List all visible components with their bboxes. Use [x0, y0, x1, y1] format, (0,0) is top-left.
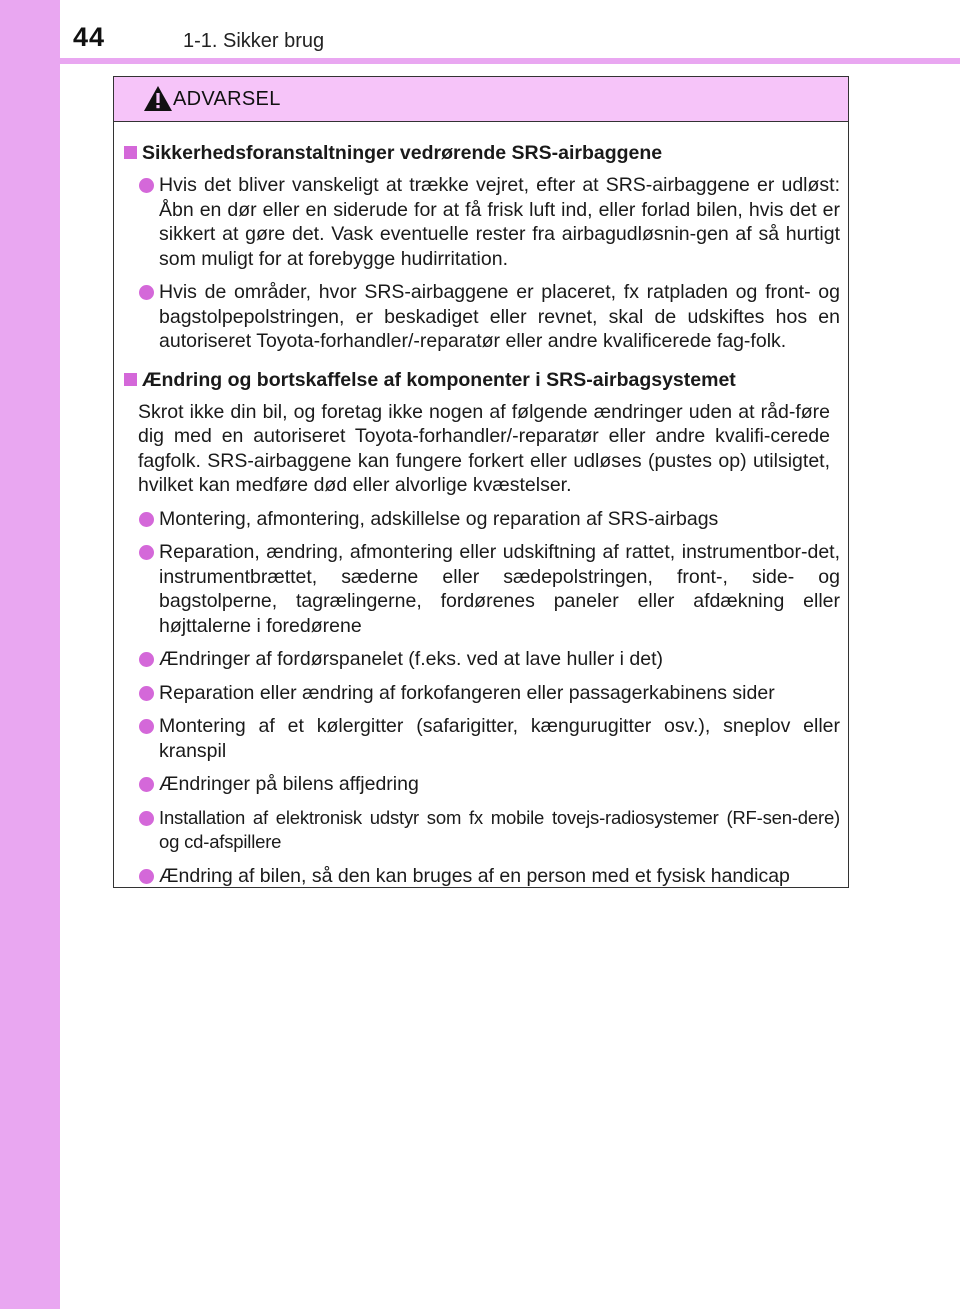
- warning-triangle-icon: [143, 85, 173, 112]
- list-item: [139, 173, 840, 271]
- list-item-text: Montering af et kølergitter (safarigitter, kængurugitter osv.), sneplov eller kranspil: [159, 715, 840, 762]
- list-item: [139, 507, 840, 532]
- round-bullet-icon: [139, 285, 154, 300]
- list-item: [139, 864, 840, 889]
- list-item-text: Reparation eller ændring af forkofangeren eller passagerkabinens sider: [159, 681, 775, 704]
- section-title: 1-1. Sikker brug: [183, 30, 325, 52]
- header-rule: [60, 58, 960, 64]
- list-item: [139, 714, 840, 763]
- section-heading-text: Ændring og bortskaffelse af komponenter i SRS-airbagsystemet: [142, 368, 736, 391]
- list-item-text: Ændring af bilen, så den kan bruges af en person med et fysisk handicap: [159, 864, 790, 887]
- square-bullet-icon: [124, 146, 137, 159]
- round-bullet-icon: [139, 178, 154, 193]
- list-item-text: Ændringer af fordørspanelet (f.eks. ved at lave huller i det): [159, 648, 663, 670]
- section-heading: [124, 367, 840, 393]
- round-bullet-icon: [139, 777, 154, 792]
- warning-body: [114, 122, 848, 888]
- warning-box: [113, 76, 849, 888]
- list-item-text: Installation af elektronisk udstyr som fx mobile tovejs-radiosystemer (RF-sen-dere) og cd-afspillere: [159, 806, 840, 852]
- list-item: [139, 772, 840, 797]
- round-bullet-icon: [139, 869, 154, 884]
- section-heading: [124, 140, 840, 166]
- list-item-text: Montering, afmontering, adskillelse og reparation af SRS-airbags: [159, 507, 719, 530]
- list-item-text: Reparation, ændring, afmontering eller udskiftning af rattet, instrumentbor-det, instrumentbrættet, sæderne eller sædepolstringen, front-, side- og bagstolperne, tagrælingerne, fordørenes paneler eller afdækning eller højttalerne i foredørene: [159, 541, 840, 637]
- list-item-text: Hvis det bliver vanskeligt at trække vejret, efter at SRS-airbaggene er udløst: Åbn en dør eller en siderude for at få frisk luft ind, eller forlad bilen, hvis det er sikkert at gøre det. Vask eventuelle rester fra airbagudløsnin-gen af så hurtigt som muligt for at forebygge hudirritation.: [159, 174, 840, 270]
- warning-header: [114, 77, 848, 122]
- list-item: [139, 280, 840, 354]
- round-bullet-icon: [139, 686, 154, 701]
- section-heading-text: Sikkerhedsforanstaltninger vedrørende SRS-airbaggene: [142, 142, 663, 164]
- square-bullet-icon: [124, 373, 137, 386]
- list-item: [139, 540, 840, 638]
- list-item: [139, 681, 840, 706]
- round-bullet-icon: [139, 811, 154, 826]
- round-bullet-icon: [139, 652, 154, 667]
- round-bullet-icon: [139, 512, 154, 527]
- round-bullet-icon: [139, 545, 154, 560]
- page-side-tab: [0, 0, 60, 1309]
- list-item-text: Hvis de områder, hvor SRS-airbaggene er placeret, fx ratpladen og front- og bagstolpepolstringen, er beskadiget eller revnet, skal de udskiftes hos en autoriseret Toyota-forhandler/-reparatør eller andre kvalificerede fag-folk.: [159, 281, 840, 352]
- list-item: [139, 806, 840, 855]
- section-intro: Skrot ikke din bil, og foretag ikke nogen af følgende ændringer uden at råd-føre dig med en autoriseret Toyota-forhandler/-reparatør eller andre kvalifi-cerede fagfolk. SRS-airbaggene kan fungere forkert eller udløses (pustes op) utilsigtet, hvilket kan medføre død eller alvorlige kvæstelser.: [138, 400, 830, 496]
- warning-title: ADVARSEL: [173, 88, 281, 110]
- list-item-text: Ændringer på bilens affjedring: [159, 773, 419, 795]
- page-number: 44: [73, 22, 106, 52]
- round-bullet-icon: [139, 719, 154, 734]
- list-item: [139, 647, 840, 672]
